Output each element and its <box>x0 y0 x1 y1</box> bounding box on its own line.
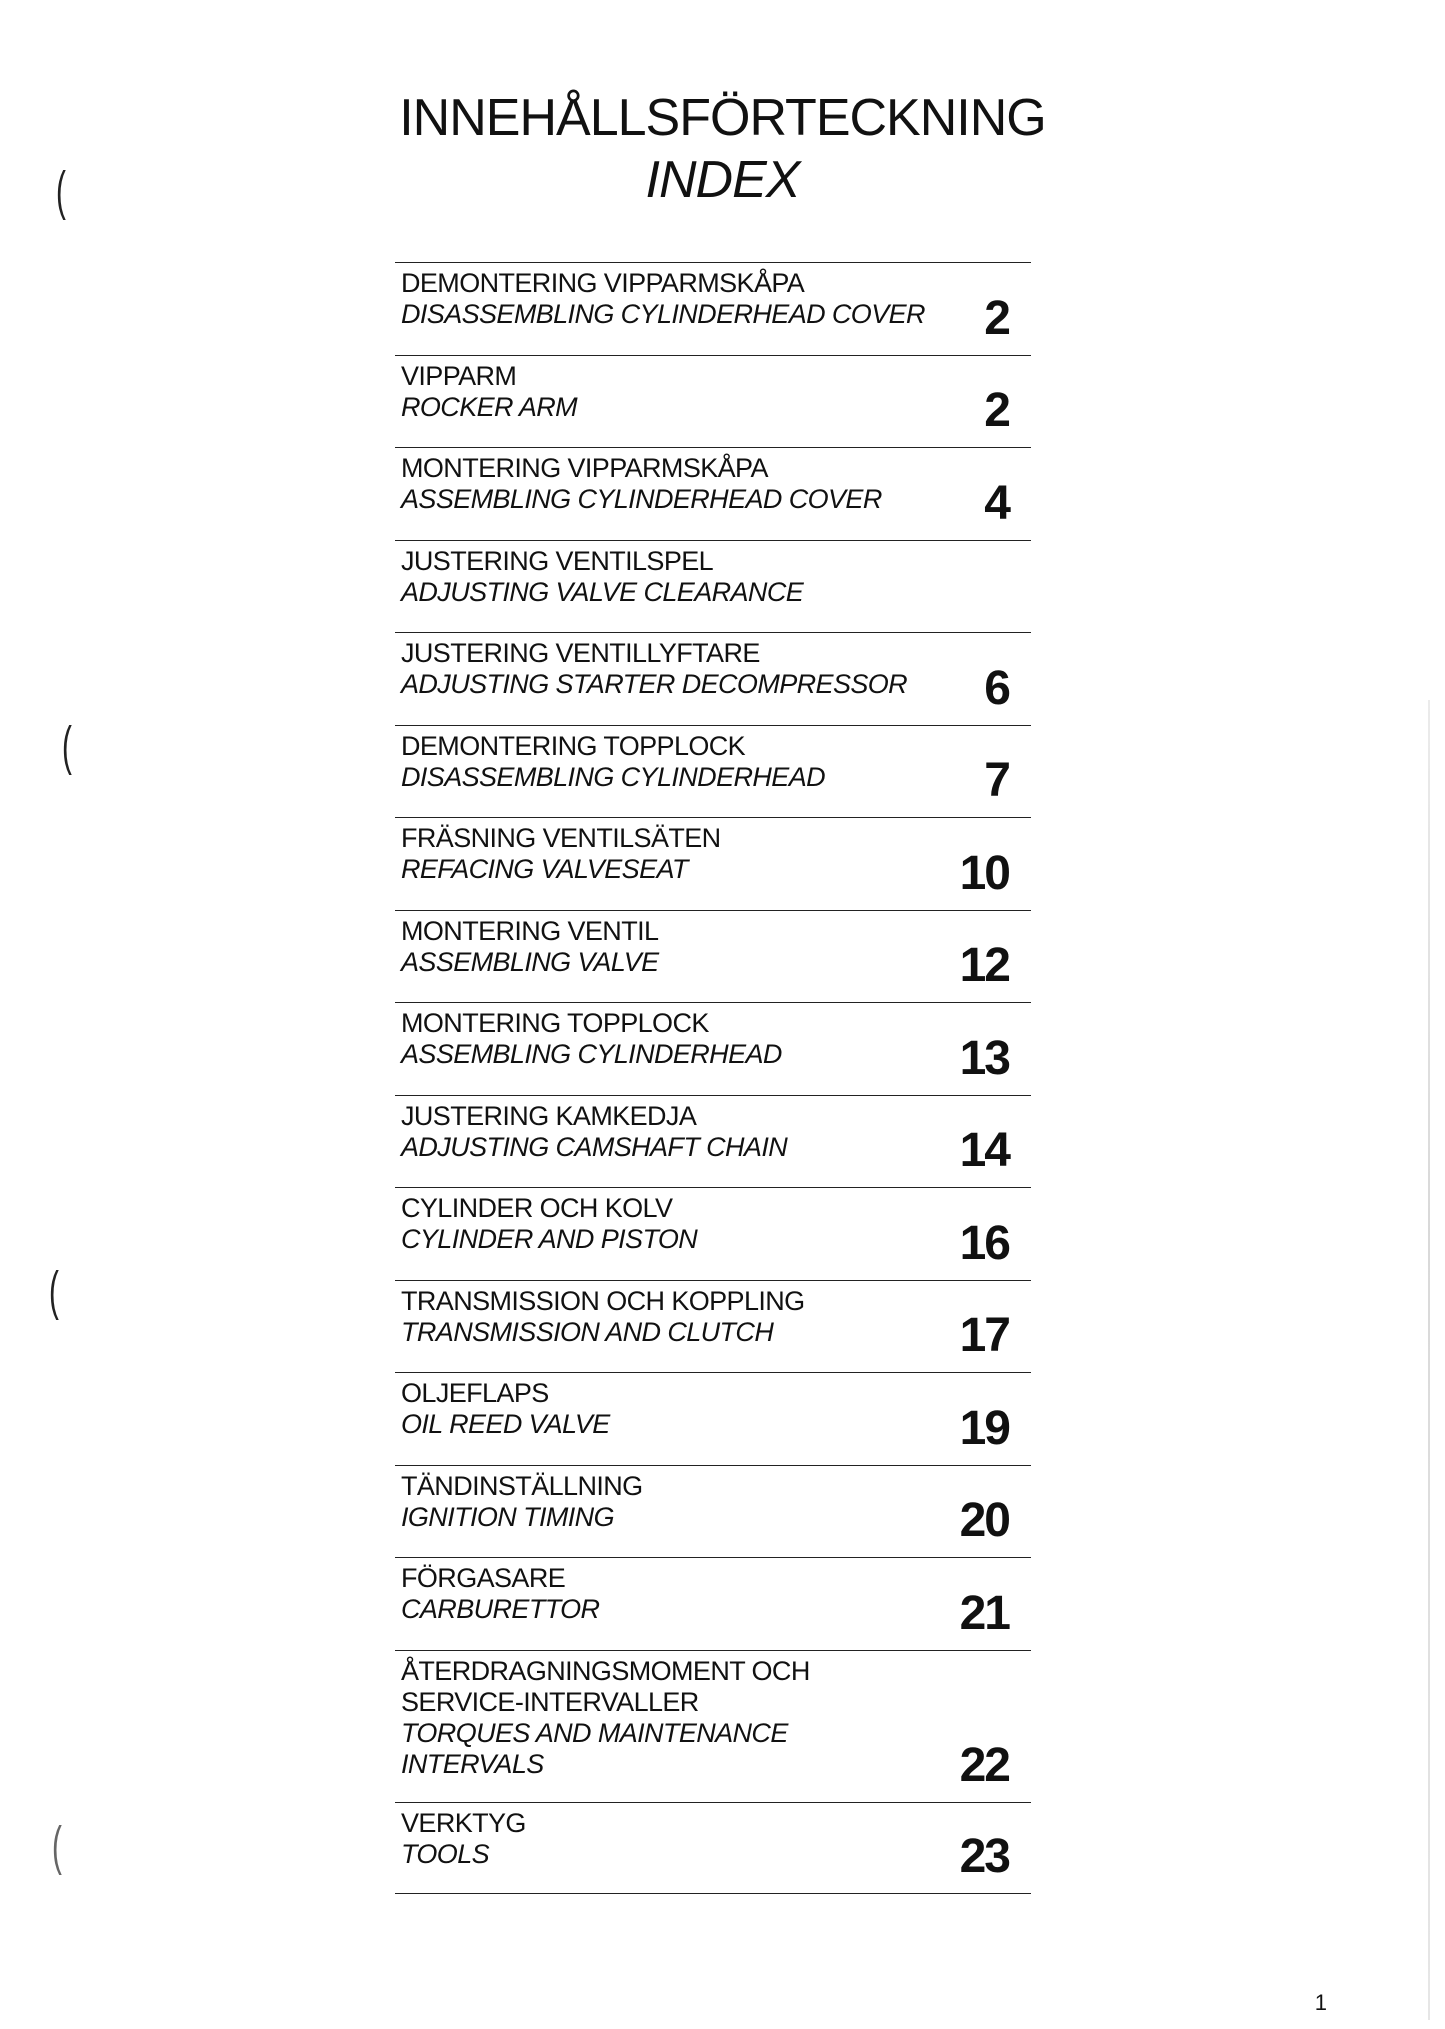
entry-page-number: 2 <box>984 384 1009 437</box>
entry-title-swedish: JUSTERING VENTILSPEL <box>401 545 714 576</box>
entry-title-english: TRANSMISSION AND CLUTCH <box>401 1316 774 1347</box>
binder-hole-mark: ( <box>52 1816 62 1876</box>
entry-title-swedish: CYLINDER OCH KOLV <box>401 1193 673 1223</box>
toc-entry <box>395 447 1031 540</box>
entry-title-english: DISASSEMBLING CYLINDERHEAD <box>401 761 826 792</box>
entry-page-number: 20 <box>959 1494 1009 1547</box>
entry-title-english: CARBURETTOR <box>401 1594 600 1624</box>
entry-title-english: ASSEMBLING CYLINDERHEAD <box>401 1039 782 1069</box>
entry-page-number: 17 <box>959 1309 1009 1362</box>
entry-title-swedish: MONTERING TOPPLOCK <box>401 1008 709 1038</box>
entry-title-swedish: DEMONTERING TOPPLOCK <box>401 730 746 761</box>
toc-entry <box>395 1557 1031 1650</box>
toc-entry <box>395 262 1031 355</box>
toc-entry <box>395 540 1031 633</box>
entry-title-english: IGNITION TIMING <box>401 1501 614 1532</box>
toc-entry <box>395 1187 1031 1280</box>
entry-page-number: 16 <box>959 1216 1009 1270</box>
entry-title-english: ADJUSTING VALVE CLEARANCE <box>401 576 804 607</box>
entry-page-number: 21 <box>959 1586 1009 1640</box>
entry-title-english: OIL REED VALVE <box>401 1409 610 1439</box>
entry-title-swedish: MONTERING VIPPARMSKÅPA <box>401 453 768 483</box>
binder-hole-mark: ( <box>49 1261 59 1321</box>
page-title-english: INDEX <box>645 151 800 209</box>
toc-entry <box>395 1465 1031 1558</box>
entry-page-number: 22 <box>959 1738 1009 1792</box>
entry-page-number: 19 <box>959 1401 1009 1455</box>
entry-title-swedish: FÖRGASARE <box>401 1563 566 1593</box>
entry-page-number: 4 <box>984 476 1009 530</box>
binder-hole-mark: ( <box>56 161 66 221</box>
entry-title-english: ADJUSTING CAMSHAFT CHAIN <box>401 1131 788 1162</box>
toc-entry <box>395 1650 1031 1802</box>
entry-title-english: ROCKER ARM <box>401 391 578 422</box>
toc-entry <box>395 725 1031 818</box>
entry-title-swedish: OLJEFLAPS <box>401 1378 549 1408</box>
binder-hole-mark: ( <box>62 716 72 776</box>
entry-title-swedish: MONTERING VENTIL <box>401 915 659 946</box>
entry-page-number: 2 <box>984 291 1009 345</box>
entry-page-number: 10 <box>959 846 1009 900</box>
entry-page-number: 14 <box>959 1124 1009 1177</box>
toc-entry <box>395 1002 1031 1095</box>
entry-title-swedish: JUSTERING KAMKEDJA <box>401 1100 697 1131</box>
entry-title-english: ADJUSTING STARTER DECOMPRESSOR <box>401 669 908 699</box>
entry-title-swedish: JUSTERING VENTILLYFTARE <box>401 638 760 668</box>
entry-title-swedish: TÄNDINSTÄLLNING <box>401 1470 643 1501</box>
page-number: 1 <box>1314 1990 1327 2015</box>
entry-page-number: 7 <box>984 754 1009 807</box>
table-of-contents <box>395 262 1031 1894</box>
toc-entry <box>395 910 1031 1003</box>
entry-page-number: 12 <box>959 939 1009 992</box>
entry-page-number: 13 <box>959 1031 1009 1085</box>
entry-title-english: TOOLS <box>401 1838 490 1869</box>
entry-page-number: 23 <box>959 1830 1009 1883</box>
entry-title-swedish: DEMONTERING VIPPARMSKÅPA <box>401 268 805 298</box>
page-title-swedish: INNEHÅLLSFÖRTECKNING <box>399 89 1046 147</box>
entry-page-number: 6 <box>984 661 1009 715</box>
entry-title-english: ASSEMBLING VALVE <box>401 946 659 977</box>
entry-title-swedish: ÅTERDRAGNINGSMOMENT OCH SERVICE-INTERVALLER <box>401 1655 810 1717</box>
entry-title-english: TORQUES AND MAINTENANCE INTERVALS <box>401 1717 788 1779</box>
toc-entry <box>395 355 1031 448</box>
entry-title-swedish: VERKTYG <box>401 1807 526 1838</box>
entry-title-swedish: TRANSMISSION OCH KOPPLING <box>401 1285 805 1316</box>
entry-title-english: REFACING VALVESEAT <box>401 854 688 884</box>
entry-title-english: ASSEMBLING CYLINDERHEAD COVER <box>401 484 882 514</box>
toc-entry <box>395 817 1031 910</box>
toc-entry <box>395 1280 1031 1373</box>
scan-edge-shadow <box>1428 700 1430 2020</box>
entry-title-english: DISASSEMBLING CYLINDERHEAD COVER <box>401 299 925 329</box>
entry-title-swedish: FRÄSNING VENTILSÄTEN <box>401 823 721 853</box>
entry-title-swedish: VIPPARM <box>401 360 517 391</box>
toc-entry <box>395 1372 1031 1465</box>
toc-entry <box>395 1802 1031 1895</box>
toc-entry <box>395 632 1031 725</box>
entry-title-english: CYLINDER AND PISTON <box>401 1224 698 1254</box>
toc-entry <box>395 1095 1031 1188</box>
